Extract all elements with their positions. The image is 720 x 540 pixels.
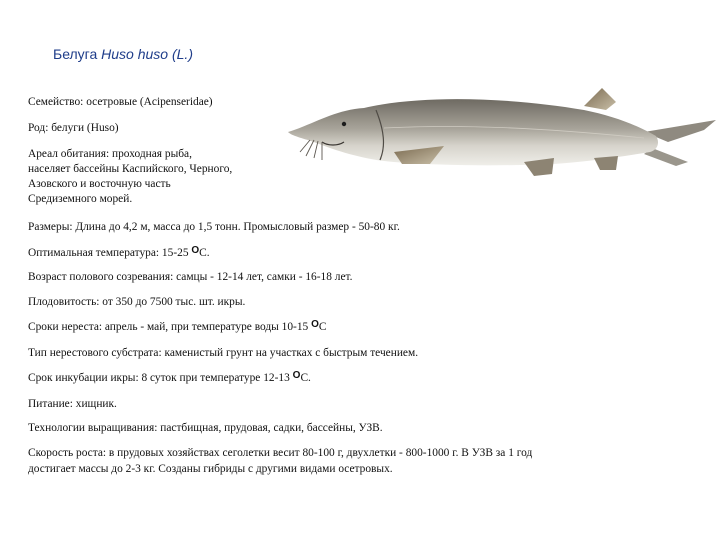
technology-line: Технологии выращивания: пастбищная, прудовая, садки, бассейны, УЗВ. [28,422,383,434]
genus-line: Род: белуги (Huso) [28,122,119,134]
incubation-line [28,371,311,386]
temperature-unit: С. [199,247,210,259]
title-latin: Huso huso (L.) [101,46,193,62]
habitat-line-4: Средиземного морей. [28,193,133,205]
title-name: Белуга [53,46,98,62]
habitat-line-2: населяет бассейны Каспийского, Черного, [28,163,233,175]
incubation-unit: С. [300,372,311,384]
maturity-line: Возраст полового созревания: самцы - 12-14 лет, самки - 16-18 лет. [28,271,353,283]
growth-line-2: достигает массы до 2-3 кг. Созданы гибриды с другими видами осетровых. [28,463,393,475]
dorsal-fin [584,88,616,110]
diet-line: Питание: хищник. [28,398,117,410]
family-line: Семейство: осетровые (Acipenseridae) [28,96,213,108]
fecundity-line: Плодовитость: от 350 до 7500 тыс. шт. икры. [28,296,246,308]
size-line: Размеры: Длина до 4,2 м, масса до 1,5 тонн. Промысловый размер - 50-80 кг. [28,221,400,233]
fish-eye [342,122,346,126]
temperature-text: Оптимальная температура: 15-25 [28,247,189,259]
page-title [53,46,193,62]
beluga-sturgeon-illustration [284,80,720,190]
anal-fin [594,156,618,170]
degree-symbol-2: О [311,319,319,330]
spawning-unit: С [318,321,327,333]
spawning-line [28,320,326,335]
incubation-text: Срок инкубации икры: 8 суток при температуре 12-13 [28,372,290,384]
degree-symbol-3: О [292,370,301,381]
substrate-line: Тип нерестового субстрата: каменистый грунт на участках с быстрым течением. [28,347,419,359]
spawning-text: Сроки нереста: апрель - май, при температуре воды 10-15 [28,321,309,333]
habitat-line-3: Азовского и восточную часть [28,178,171,190]
degree-symbol: О [191,245,200,256]
growth-line-1: Скорость роста: в прудовых хозяйствах сеголетки весит 80-100 г, двухлетки - 800-1000 г. В УЗВ за 1 год [28,447,533,459]
temperature-line [28,246,210,261]
habitat-line-1: Ареал обитания: проходная рыба, [28,148,192,160]
